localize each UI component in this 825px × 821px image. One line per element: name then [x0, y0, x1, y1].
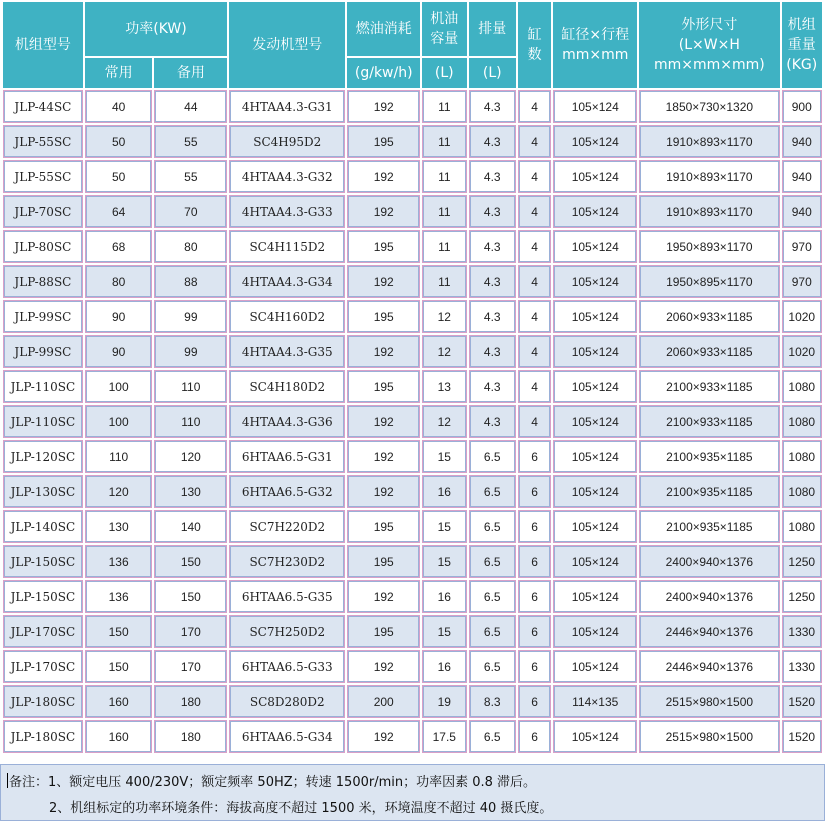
cell-bore-stroke: 105×124 — [553, 405, 637, 438]
cell-model: JLP-120SC — [3, 440, 83, 473]
header-model: 机组型号 — [3, 2, 83, 88]
cell-cylinders: 4 — [518, 195, 551, 228]
cell-fuel: 192 — [347, 475, 420, 508]
cell-weight: 940 — [782, 160, 822, 193]
table-row — [3, 335, 822, 368]
cell-fuel: 195 — [347, 125, 420, 158]
header-fuel-unit: (g/kw/h) — [347, 58, 420, 88]
cell-weight: 970 — [782, 230, 822, 263]
cell-weight: 1520 — [782, 685, 822, 718]
cell-oil: 16 — [422, 475, 466, 508]
cell-fuel: 192 — [347, 265, 420, 298]
cell-dimensions: 2100×933×1185 — [639, 405, 779, 438]
cell-power-prime: 40 — [85, 90, 153, 123]
cell-fuel: 192 — [347, 440, 420, 473]
cell-model: JLP-70SC — [3, 195, 83, 228]
cell-oil: 15 — [422, 545, 466, 578]
cell-fuel: 192 — [347, 720, 420, 753]
note-line-1 — [7, 771, 536, 790]
table-row — [3, 90, 822, 123]
table-row — [3, 720, 822, 753]
cell-bore-stroke: 105×124 — [553, 440, 637, 473]
cell-fuel: 195 — [347, 370, 420, 403]
cell-cylinders: 4 — [518, 370, 551, 403]
header-bore-stroke — [553, 2, 637, 88]
table-row — [3, 265, 822, 298]
cell-cylinders: 6 — [518, 475, 551, 508]
cell-cylinders: 4 — [518, 300, 551, 333]
cell-power-prime: 150 — [85, 650, 153, 683]
cell-bore-stroke: 105×124 — [553, 230, 637, 263]
table-row — [3, 510, 822, 543]
cell-oil: 15 — [422, 615, 466, 648]
note-line-1-text: 备注：1、额定电压 400/230V；额定频率 50HZ；转速 1500r/min；功率因素 0.8 滞后。 — [9, 775, 537, 790]
cell-power-prime: 50 — [85, 125, 153, 158]
cell-oil: 13 — [422, 370, 466, 403]
cell-power-standby: 44 — [154, 90, 227, 123]
cell-displacement: 6.5 — [469, 440, 516, 473]
cell-bore-stroke: 105×124 — [553, 160, 637, 193]
header-weight-line2: 重量 — [787, 37, 816, 53]
table-row — [3, 545, 822, 578]
cell-power-standby: 80 — [154, 230, 227, 263]
header-dimensions — [639, 2, 779, 88]
text-cursor — [7, 773, 8, 788]
cell-bore-stroke: 105×124 — [553, 335, 637, 368]
cell-cylinders: 6 — [518, 720, 551, 753]
cell-power-standby: 180 — [154, 720, 227, 753]
cell-fuel: 192 — [347, 335, 420, 368]
cell-fuel: 192 — [347, 580, 420, 613]
cell-cylinders: 4 — [518, 405, 551, 438]
cell-cylinders: 6 — [518, 510, 551, 543]
cell-displacement: 6.5 — [469, 650, 516, 683]
cell-model: JLP-80SC — [3, 230, 83, 263]
cell-engine: SC7H230D2 — [229, 545, 345, 578]
cell-cylinders: 4 — [518, 230, 551, 263]
cell-oil: 12 — [422, 405, 466, 438]
cell-dimensions: 1950×893×1170 — [639, 230, 779, 263]
cell-dimensions: 1910×893×1170 — [639, 195, 779, 228]
cell-model: JLP-44SC — [3, 90, 83, 123]
cell-model: JLP-88SC — [3, 265, 83, 298]
cell-power-prime: 100 — [85, 370, 153, 403]
cell-displacement: 4.3 — [469, 335, 516, 368]
cell-oil: 19 — [422, 685, 466, 718]
cell-dimensions: 1910×893×1170 — [639, 125, 779, 158]
cell-weight: 1330 — [782, 650, 822, 683]
cell-power-prime: 136 — [85, 545, 153, 578]
cell-engine: 4HTAA4.3-G31 — [229, 90, 345, 123]
cell-engine: 4HTAA4.3-G36 — [229, 405, 345, 438]
cell-oil: 11 — [422, 195, 466, 228]
table-row — [3, 160, 822, 193]
cell-engine: 6HTAA6.5-G35 — [229, 580, 345, 613]
cell-displacement: 4.3 — [469, 125, 516, 158]
cell-engine: SC8D280D2 — [229, 685, 345, 718]
cell-power-prime: 110 — [85, 440, 153, 473]
cell-model: JLP-130SC — [3, 475, 83, 508]
cell-displacement: 8.3 — [469, 685, 516, 718]
cell-engine: SC4H95D2 — [229, 125, 345, 158]
header-bore-line1: 缸径×行程 — [561, 27, 630, 43]
cell-cylinders: 4 — [518, 125, 551, 158]
cell-power-prime: 160 — [85, 720, 153, 753]
cell-oil: 11 — [422, 90, 466, 123]
cell-model: JLP-180SC — [3, 720, 83, 753]
cell-engine: SC4H115D2 — [229, 230, 345, 263]
cell-oil: 11 — [422, 230, 466, 263]
cell-bore-stroke: 105×124 — [553, 265, 637, 298]
cell-bore-stroke: 105×124 — [553, 510, 637, 543]
cell-model: JLP-170SC — [3, 650, 83, 683]
cell-displacement: 6.5 — [469, 720, 516, 753]
header-weight-line1: 机组 — [787, 17, 816, 33]
cell-fuel: 192 — [347, 195, 420, 228]
cell-power-standby: 110 — [154, 370, 227, 403]
cell-weight: 1020 — [782, 335, 822, 368]
cell-dimensions: 2446×940×1376 — [639, 615, 779, 648]
cell-dimensions: 1910×893×1170 — [639, 160, 779, 193]
cell-weight: 1250 — [782, 545, 822, 578]
cell-fuel: 195 — [347, 545, 420, 578]
header-power-prime: 常用 — [85, 58, 153, 88]
table-row — [3, 615, 822, 648]
cell-weight: 1080 — [782, 475, 822, 508]
cell-cylinders: 4 — [518, 335, 551, 368]
cell-power-prime: 80 — [85, 265, 153, 298]
cell-dimensions: 2400×940×1376 — [639, 580, 779, 613]
cell-dimensions: 2446×940×1376 — [639, 650, 779, 683]
cell-dimensions: 2100×935×1185 — [639, 440, 779, 473]
table-row — [3, 650, 822, 683]
header-dims-line2: (L×W×H — [678, 37, 740, 53]
header-power-standby: 备用 — [154, 58, 227, 88]
cell-displacement: 4.3 — [469, 195, 516, 228]
cell-power-prime: 90 — [85, 335, 153, 368]
cell-oil: 16 — [422, 580, 466, 613]
cell-model: JLP-140SC — [3, 510, 83, 543]
cell-bore-stroke: 105×124 — [553, 90, 637, 123]
cell-oil: 15 — [422, 510, 466, 543]
generator-spec-table — [1, 0, 824, 755]
cell-fuel: 195 — [347, 230, 420, 263]
header-power: 功率(KW) — [85, 2, 227, 56]
cell-weight: 1520 — [782, 720, 822, 753]
cell-displacement: 6.5 — [469, 510, 516, 543]
cell-fuel: 200 — [347, 685, 420, 718]
cell-cylinders: 4 — [518, 90, 551, 123]
cell-bore-stroke: 105×124 — [553, 370, 637, 403]
cell-power-standby: 120 — [154, 440, 227, 473]
cell-dimensions: 2100×935×1185 — [639, 510, 779, 543]
cell-power-standby: 170 — [154, 615, 227, 648]
cell-weight: 940 — [782, 195, 822, 228]
cell-power-prime: 150 — [85, 615, 153, 648]
header-oil-line2: 容量 — [430, 31, 459, 47]
header-bore-line2: mm×mm — [562, 47, 629, 63]
cell-bore-stroke: 105×124 — [553, 195, 637, 228]
cell-power-standby: 180 — [154, 685, 227, 718]
cell-power-prime: 68 — [85, 230, 153, 263]
cell-dimensions: 2400×940×1376 — [639, 545, 779, 578]
cell-model: JLP-99SC — [3, 300, 83, 333]
cell-weight: 900 — [782, 90, 822, 123]
cell-model: JLP-55SC — [3, 160, 83, 193]
cell-model: JLP-150SC — [3, 545, 83, 578]
cell-oil: 11 — [422, 125, 466, 158]
table-row — [3, 440, 822, 473]
cell-fuel: 195 — [347, 615, 420, 648]
cell-engine: SC4H180D2 — [229, 370, 345, 403]
cell-dimensions: 2100×935×1185 — [639, 475, 779, 508]
cell-cylinders: 6 — [518, 580, 551, 613]
cell-cylinders: 4 — [518, 160, 551, 193]
cell-weight: 1080 — [782, 370, 822, 403]
cell-bore-stroke: 105×124 — [553, 580, 637, 613]
cell-bore-stroke: 114×135 — [553, 685, 637, 718]
cell-weight: 1330 — [782, 615, 822, 648]
cell-displacement: 6.5 — [469, 545, 516, 578]
cell-power-standby: 99 — [154, 300, 227, 333]
cell-cylinders: 6 — [518, 440, 551, 473]
cell-power-prime: 100 — [85, 405, 153, 438]
cell-weight: 1080 — [782, 405, 822, 438]
header-weight — [782, 2, 822, 88]
cell-engine: 4HTAA4.3-G34 — [229, 265, 345, 298]
header-fuel: 燃油消耗 — [347, 2, 420, 56]
cell-cylinders: 4 — [518, 265, 551, 298]
cell-cylinders: 6 — [518, 545, 551, 578]
cell-dimensions: 2060×933×1185 — [639, 300, 779, 333]
cell-cylinders: 6 — [518, 615, 551, 648]
cell-displacement: 6.5 — [469, 615, 516, 648]
note-line-2: 2、机组标定的功率环境条件：海拔高度不超过 1500 米，环境温度不超过 40 摄氏度。 — [49, 801, 553, 816]
header-oil — [422, 2, 466, 56]
table-row — [3, 475, 822, 508]
header-oil-unit: (L) — [422, 58, 466, 88]
cell-power-standby: 55 — [154, 125, 227, 158]
cell-power-prime: 120 — [85, 475, 153, 508]
cell-model: JLP-110SC — [3, 370, 83, 403]
cell-fuel: 192 — [347, 650, 420, 683]
table-row — [3, 125, 822, 158]
cell-oil: 12 — [422, 300, 466, 333]
table-header — [3, 2, 822, 88]
notes-box — [0, 764, 825, 821]
cell-cylinders: 6 — [518, 650, 551, 683]
cell-power-standby: 110 — [154, 405, 227, 438]
cell-weight: 970 — [782, 265, 822, 298]
cell-dimensions: 2060×933×1185 — [639, 335, 779, 368]
cell-engine: 6HTAA6.5-G32 — [229, 475, 345, 508]
cell-displacement: 6.5 — [469, 580, 516, 613]
cell-power-prime: 90 — [85, 300, 153, 333]
cell-displacement: 4.3 — [469, 300, 516, 333]
cell-displacement: 6.5 — [469, 475, 516, 508]
table-body — [3, 90, 822, 753]
cell-bore-stroke: 105×124 — [553, 125, 637, 158]
cell-bore-stroke: 105×124 — [553, 475, 637, 508]
cell-model: JLP-180SC — [3, 685, 83, 718]
table-row — [3, 580, 822, 613]
cell-bore-stroke: 105×124 — [553, 650, 637, 683]
cell-power-prime: 136 — [85, 580, 153, 613]
cell-model: JLP-150SC — [3, 580, 83, 613]
cell-fuel: 195 — [347, 300, 420, 333]
cell-oil: 12 — [422, 335, 466, 368]
header-engine: 发动机型号 — [229, 2, 345, 88]
cell-bore-stroke: 105×124 — [553, 720, 637, 753]
cell-fuel: 192 — [347, 90, 420, 123]
cell-model: JLP-99SC — [3, 335, 83, 368]
cell-power-standby: 150 — [154, 580, 227, 613]
table-row — [3, 370, 822, 403]
header-dims-line1: 外形尺寸 — [681, 17, 738, 33]
cell-power-standby: 70 — [154, 195, 227, 228]
cell-power-prime: 64 — [85, 195, 153, 228]
cell-fuel: 192 — [347, 405, 420, 438]
table-row — [3, 230, 822, 263]
cell-oil: 11 — [422, 160, 466, 193]
cell-engine: 6HTAA6.5-G33 — [229, 650, 345, 683]
cell-dimensions: 2515×980×1500 — [639, 685, 779, 718]
cell-weight: 1020 — [782, 300, 822, 333]
cell-power-standby: 88 — [154, 265, 227, 298]
table-row — [3, 300, 822, 333]
cell-engine: 4HTAA4.3-G33 — [229, 195, 345, 228]
cell-dimensions: 2100×933×1185 — [639, 370, 779, 403]
cell-displacement: 4.3 — [469, 230, 516, 263]
cell-bore-stroke: 105×124 — [553, 545, 637, 578]
cell-model: JLP-170SC — [3, 615, 83, 648]
cell-engine: 4HTAA4.3-G32 — [229, 160, 345, 193]
header-displacement-unit: (L) — [469, 58, 516, 88]
cell-dimensions: 1950×895×1170 — [639, 265, 779, 298]
cell-displacement: 4.3 — [469, 90, 516, 123]
header-dims-line3: mm×mm×mm) — [653, 57, 765, 73]
cell-displacement: 4.3 — [469, 265, 516, 298]
cell-weight: 1250 — [782, 580, 822, 613]
table-row — [3, 685, 822, 718]
cell-engine: SC4H160D2 — [229, 300, 345, 333]
cell-engine: 6HTAA6.5-G31 — [229, 440, 345, 473]
header-cylinders — [518, 2, 551, 88]
cell-engine: 6HTAA6.5-G34 — [229, 720, 345, 753]
header-cyl-line2: 数 — [527, 47, 542, 63]
cell-weight: 1080 — [782, 440, 822, 473]
cell-power-prime: 130 — [85, 510, 153, 543]
cell-dimensions: 1850×730×1320 — [639, 90, 779, 123]
cell-oil: 17.5 — [422, 720, 466, 753]
cell-power-prime: 50 — [85, 160, 153, 193]
cell-model: JLP-55SC — [3, 125, 83, 158]
cell-oil: 11 — [422, 265, 466, 298]
cell-power-standby: 99 — [154, 335, 227, 368]
cell-oil: 15 — [422, 440, 466, 473]
cell-weight: 1080 — [782, 510, 822, 543]
cell-bore-stroke: 105×124 — [553, 615, 637, 648]
table-row — [3, 405, 822, 438]
cell-engine: SC7H250D2 — [229, 615, 345, 648]
header-weight-line3: (KG) — [786, 57, 818, 73]
cell-bore-stroke: 105×124 — [553, 300, 637, 333]
cell-fuel: 195 — [347, 510, 420, 543]
cell-displacement: 4.3 — [469, 370, 516, 403]
table-row — [3, 195, 822, 228]
header-oil-line1: 机油 — [430, 11, 459, 27]
header-displacement: 排量 — [469, 2, 516, 56]
cell-power-standby: 55 — [154, 160, 227, 193]
cell-power-prime: 160 — [85, 685, 153, 718]
cell-fuel: 192 — [347, 160, 420, 193]
cell-engine: SC7H220D2 — [229, 510, 345, 543]
cell-displacement: 4.3 — [469, 160, 516, 193]
cell-weight: 940 — [782, 125, 822, 158]
cell-engine: 4HTAA4.3-G35 — [229, 335, 345, 368]
cell-cylinders: 6 — [518, 685, 551, 718]
cell-power-standby: 150 — [154, 545, 227, 578]
cell-displacement: 4.3 — [469, 405, 516, 438]
cell-power-standby: 130 — [154, 475, 227, 508]
cell-power-standby: 140 — [154, 510, 227, 543]
cell-oil: 16 — [422, 650, 466, 683]
cell-power-standby: 170 — [154, 650, 227, 683]
cell-dimensions: 2515×980×1500 — [639, 720, 779, 753]
header-cyl-line1: 缸 — [527, 27, 542, 43]
cell-model: JLP-110SC — [3, 405, 83, 438]
